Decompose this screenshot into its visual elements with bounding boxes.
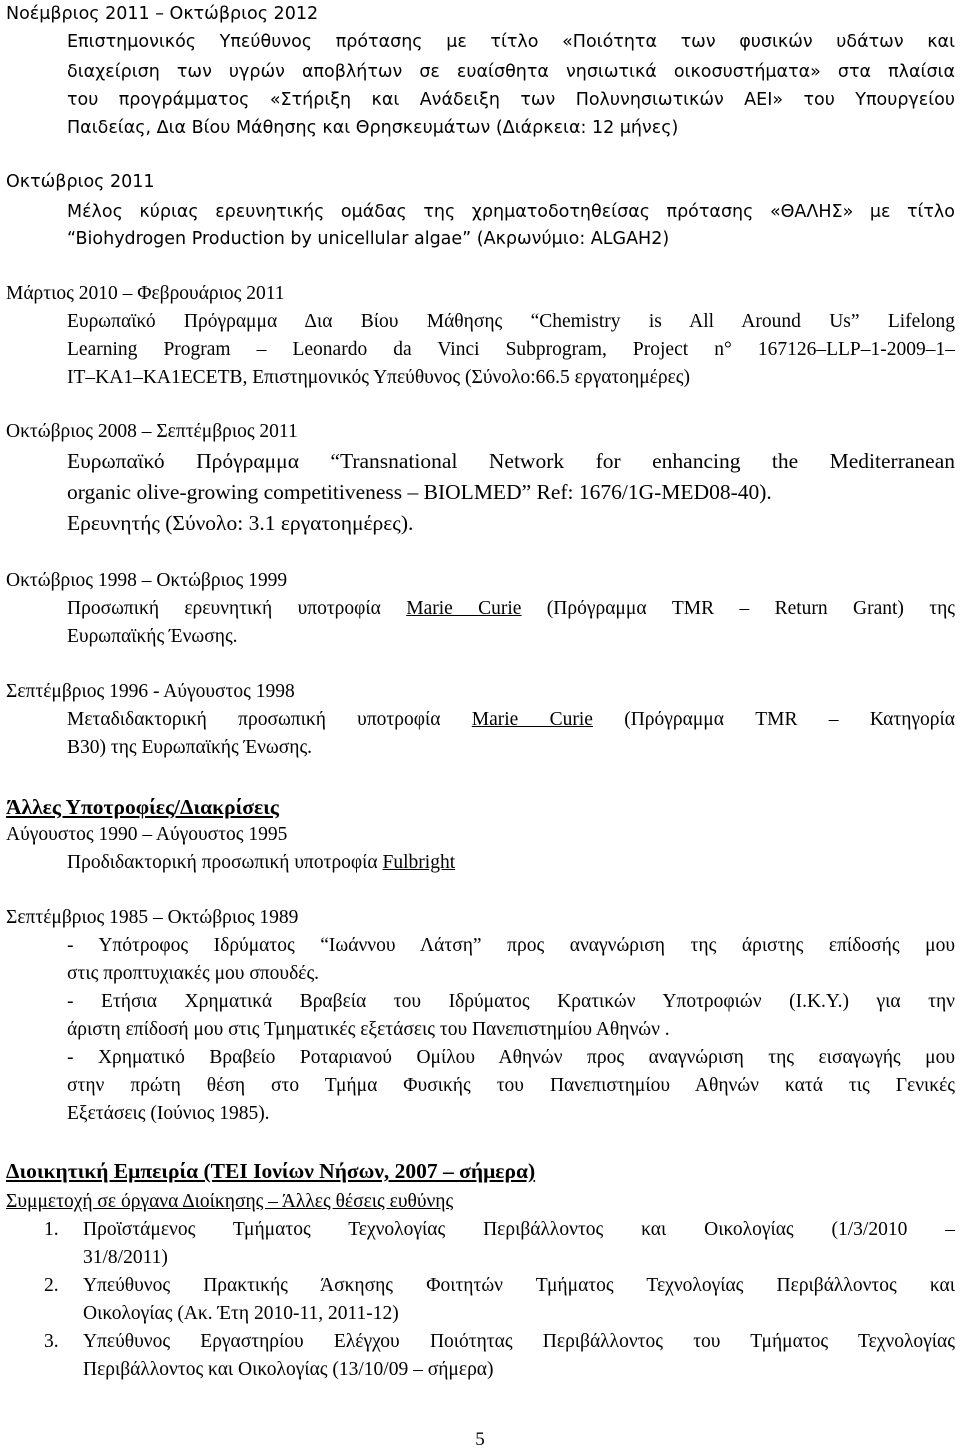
- marie-curie-link: Marie Curie: [406, 598, 522, 619]
- entry-date: Οκτώβριος 2011: [6, 172, 155, 192]
- list-item-line: 31/8/2011): [83, 1247, 168, 1268]
- entry-text-pre: Μεταδιδακτορική προσωπική υποτροφία: [67, 709, 472, 730]
- entry-text-line: του προγράμματος «Στήριξη και Ανάδειξη των Πολυνησιωτικών ΑΕΙ» του Υπουργείου: [67, 90, 955, 110]
- entry-date: Αύγουστος 1990 – Αύγουστος 1995: [6, 824, 288, 845]
- entry-date: Νοέμβριος 2011 – Οκτώβριος 2012: [6, 4, 319, 24]
- award-line: - Χρηματικό Βραβείο Ροταριανού Ομίλου Αθηνών προς αναγνώριση της εισαγωγής μου: [67, 1047, 955, 1068]
- entry-text-line: Ευρωπαϊκό Πρόγραμμα “Transnational Network for enhancing the Mediterranean: [67, 449, 955, 473]
- page-number: 5: [475, 1429, 485, 1450]
- entry-text-line: [67, 851, 955, 875]
- entry-text-line: Ευρωπαϊκό Πρόγραμμα Δια Βίου Μάθησης “Chemistry is All Around Us” Lifelong: [67, 311, 955, 332]
- list-number: 3.: [44, 1331, 59, 1352]
- entry-text-line: IT–KA1–KA1ECETB, Επιστημονικός Υπεύθυνος (Σύνολο:66.5 εργατοημέρες): [67, 367, 691, 388]
- list-item-line: Υπεύθυνος Πρακτικής Άσκησης Φοιτητών Τμήματος Τεχνολογίας Περιβάλλοντος και: [83, 1275, 955, 1296]
- entry-text-pre: Προδιδακτορική προσωπική υποτροφία: [67, 852, 383, 873]
- fulbright-link: Fulbright: [382, 852, 456, 873]
- entry-text-line: B30) της Ευρωπαϊκής Ένωσης.: [67, 737, 313, 758]
- entry-text-line: Μέλος κύριας ερευνητικής ομάδας της χρηματοδοτηθείσας πρότασης «ΘΑΛΗΣ» με τίτλο: [67, 202, 955, 222]
- award-line: Εξετάσεις (Ιούνιος 1985).: [67, 1103, 270, 1124]
- entry-date: Σεπτέμβριος 1985 – Οκτώβριος 1989: [6, 907, 299, 928]
- award-line: άριστη επίδοσή μου στις Τμηματικές εξετάσεις του Πανεπιστημίου Αθηνών .: [67, 1019, 670, 1040]
- section-subheading: Συμμετοχή σε όργανα Διοίκησης – Άλλες θέσεις ευθύνης: [6, 1191, 454, 1212]
- entry-text-line: [67, 708, 955, 732]
- entry-text-pre: Προσωπική ερευνητική υποτροφία: [67, 598, 407, 619]
- entry-text-line: [67, 597, 955, 621]
- entry-date: Μάρτιος 2010 – Φεβρουάριος 2011: [6, 283, 285, 304]
- entry-date: Οκτώβριος 1998 – Οκτώβριος 1999: [6, 570, 288, 591]
- entry-text-line: organic olive-growing competitiveness – BIOLMED” Ref: 1676/1G-MED08-40).: [67, 480, 772, 504]
- section-heading-awards: Άλλες Υποτροφίες/Διακρίσεις: [6, 795, 279, 819]
- entry-date: Οκτώβριος 2008 – Σεπτέμβριος 2011: [6, 421, 298, 442]
- entry-text-post: (Πρόγραμμα TMR – Return Grant) της: [521, 598, 955, 619]
- list-item-line: Περιβάλλοντος και Οικολογίας (13/10/09 – σήμερα): [83, 1359, 494, 1380]
- entry-date: Σεπτέμβριος 1996 - Αύγουστος 1998: [6, 681, 295, 702]
- list-number: 2.: [44, 1275, 59, 1296]
- entry-text-line: “Biohydrogen Production by unicellular algae” (Ακρωνύμιο: ALGAH2): [67, 229, 670, 249]
- entry-text-line: Επιστημονικός Υπεύθυνος πρότασης με τίτλο «Ποιότητα των φυσικών υδάτων και: [67, 32, 955, 52]
- entry-text-post: (Πρόγραμμα TMR – Κατηγορία: [592, 709, 955, 730]
- section-heading-admin: Διοικητική Εμπειρία (ΤΕΙ Ιονίων Νήσων, 2007 – σήμερα): [6, 1159, 536, 1183]
- entry-text-line: Ερευνητής (Σύνολο: 3.1 εργατοημέρες).: [67, 511, 414, 535]
- award-line: - Ετήσια Χρηματικά Βραβεία του Ιδρύματος Κρατικών Υποτροφιών (Ι.Κ.Υ.) για την: [67, 991, 955, 1012]
- marie-curie-link: Marie Curie: [471, 709, 593, 730]
- entry-text-line: Ευρωπαϊκής Ένωσης.: [67, 626, 238, 647]
- list-number: 1.: [44, 1219, 59, 1240]
- award-line: - Υπότροφος Ιδρύματος “Ιωάννου Λάτση” προς αναγνώριση της άριστης επίδοσής μου: [67, 935, 955, 956]
- award-line: στην πρώτη θέση στο Τμήμα Φυσικής του Πανεπιστημίου Αθηνών κατά τις Γενικές: [67, 1075, 955, 1096]
- entry-text-line: Learning Program – Leonardo da Vinci Subprogram, Project n° 167126–LLP–1-2009–1–: [67, 339, 955, 360]
- entry-text-line: διαχείριση των υγρών αποβλήτων σε ευαίσθητα νησιωτικά οικοσυστήματα» στα πλαίσια: [67, 62, 955, 82]
- list-item-line: Υπεύθυνος Εργαστηρίου Ελέγχου Ποιότητας Περιβάλλοντος του Τμήματος Τεχνολογίας: [83, 1331, 955, 1352]
- entry-text-line: Παιδείας, Δια Βίου Μάθησης και Θρησκευμάτων (Διάρκεια: 12 μήνες): [67, 118, 679, 138]
- award-line: στις προπτυχιακές μου σπουδές.: [67, 963, 320, 984]
- list-item-line: Προϊστάμενος Τμήματος Τεχνολογίας Περιβάλλοντος και Οικολογίας (1/3/2010 –: [83, 1219, 955, 1240]
- list-item-line: Οικολογίας (Ακ. Έτη 2010-11, 2011-12): [83, 1303, 399, 1324]
